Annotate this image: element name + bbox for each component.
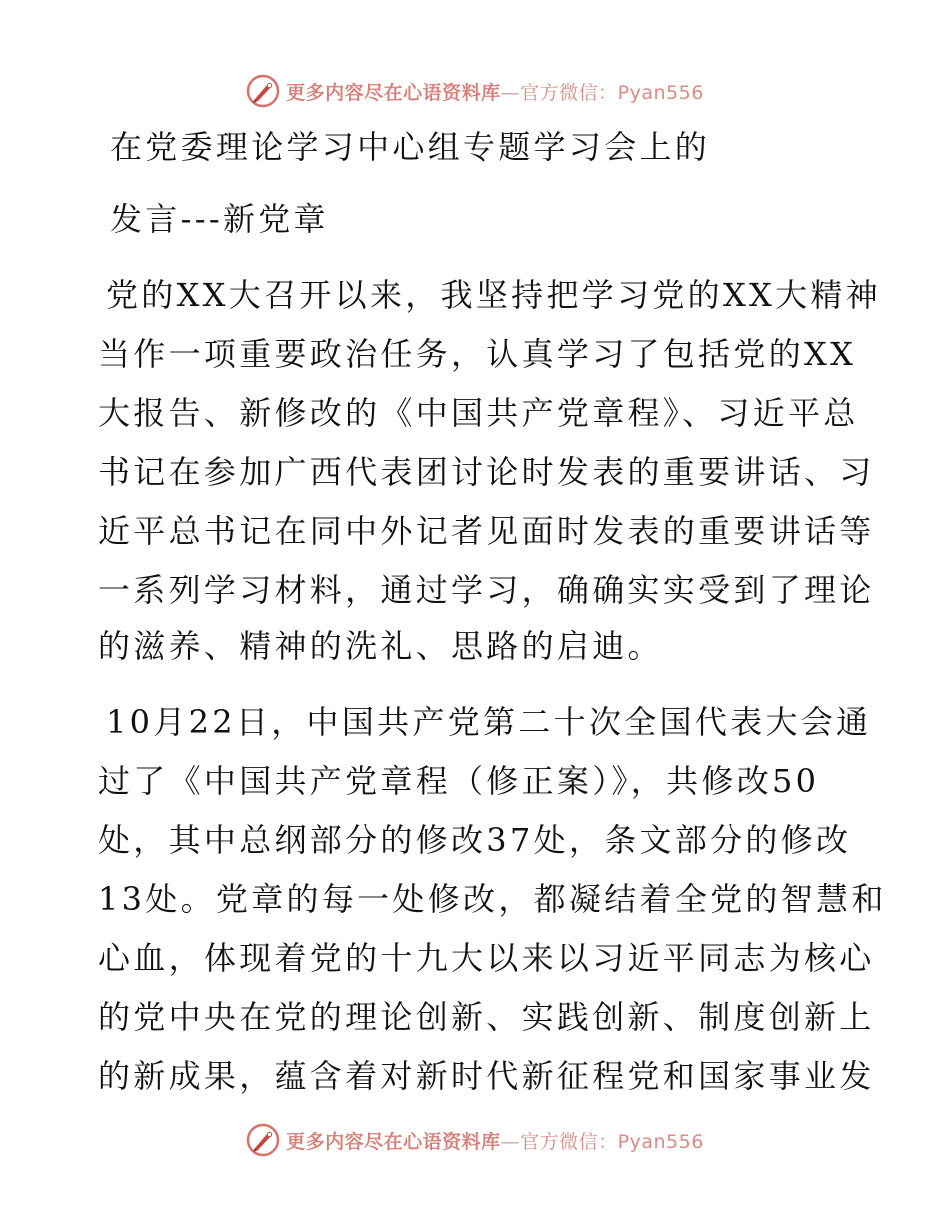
footer-watermark [0, 1120, 950, 1160]
quill-logo-icon [246, 1123, 280, 1157]
document-title-line-1: 在党委理论学习中心组专题学习会上的 [110, 128, 711, 166]
watermark-main-text: 更多内容尽在心语资料库 [286, 1130, 501, 1153]
paragraph-line: 处，其中总纲部分的修改37处，条文部分的修改 [98, 821, 852, 859]
paragraph-line: 近平总书记在同中外记者见面时发表的重要讲话等 [98, 512, 875, 550]
paragraph-line: 心血，体现着党的十九大以来以习近平同志为核心 [98, 939, 875, 977]
watermark-official-text: 官方微信：Pyan556 [520, 1130, 704, 1153]
header-watermark [0, 71, 950, 111]
paragraph-line: 当作一项重要政治任务，认真学习了包括党的XX [98, 335, 857, 373]
watermark-separator: — [500, 1130, 521, 1153]
paragraph-line: 10月22日，中国共产党第二十次全国代表大会通 [106, 703, 872, 741]
paragraph-line: 的党中央在党的理论创新、实践创新、制度创新上 [98, 998, 875, 1036]
paragraph-line: 的新成果，蕴含着对新时代新征程党和国家事业发 [98, 1057, 875, 1095]
watermark-text [286, 78, 704, 105]
paragraph-line: 13处。党章的每一处修改，都凝结着全党的智慧和 [98, 880, 887, 918]
paragraph-line: 的滋养、精神的洗礼、思路的启迪。 [98, 627, 663, 665]
quill-logo-icon [246, 74, 280, 108]
paragraph-line: 党的XX大召开以来，我坚持把学习党的XX大精神 [106, 276, 882, 314]
watermark-main-text: 更多内容尽在心语资料库 [286, 81, 501, 104]
paragraph-line: 大报告、新修改的《中国共产党章程》、习近平总 [98, 394, 859, 432]
document-title-line-2: 发言---新党章 [110, 200, 329, 238]
paragraph-line: 过了《中国共产党章程（修正案）》，共修改50 [98, 762, 820, 800]
watermark-text [286, 1127, 704, 1154]
paragraph-line: 一系列学习材料，通过学习，确确实实受到了理论 [98, 571, 875, 609]
watermark-official-text: 官方微信：Pyan556 [520, 81, 704, 104]
paragraph-line: 书记在参加广西代表团讨论时发表的重要讲话、习 [98, 453, 875, 491]
watermark-separator: — [500, 81, 521, 104]
